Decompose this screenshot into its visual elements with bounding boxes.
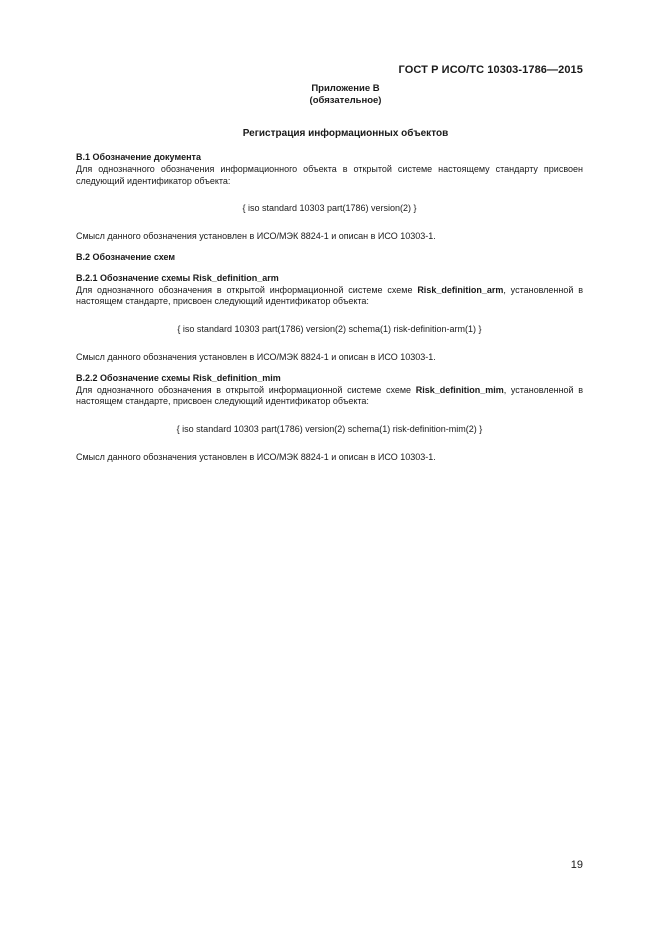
section-b22-heading: В.2.2 Обозначение схемы Risk_definition_mim bbox=[76, 372, 281, 383]
section-b1-meaning: Смысл данного обозначения установлен в ИСО/МЭК 8824-1 и описан в ИСО 10303-1. bbox=[76, 231, 436, 242]
section-b21-text-after: , установленной в настоящем стандарте, присвоен следующий идентификатор объекта: bbox=[76, 284, 583, 307]
appendix-title: Приложение В bbox=[311, 83, 380, 94]
section-b1-identifier: { iso standard 10303 part(1786) version(2) } bbox=[242, 203, 417, 214]
section-b22-text-before: Для однозначного обозначения в открытой информационной системе схеме bbox=[76, 384, 416, 395]
appendix-note: (обязательное) bbox=[309, 95, 382, 106]
section-b22-paragraph bbox=[76, 385, 583, 409]
document-body bbox=[76, 152, 583, 464]
document-code: ГОСТ Р ИСО/ТС 10303-1786—2015 bbox=[398, 64, 583, 76]
section-b1-paragraph: Для однозначного обозначения информационного объекта в открытой системе настоящему стандарту присвоен следующий идентификатор объекта: bbox=[76, 163, 583, 186]
section-b22-identifier: { iso standard 10303 part(1786) version(2) schema(1) risk-definition-mim(2) } bbox=[176, 424, 483, 435]
main-title: Регистрация информационных объектов bbox=[242, 128, 449, 139]
section-b22-text-after: , установленной в настоящем стандарте, присвоен следующий идентификатор объекта: bbox=[76, 384, 583, 407]
appendix-block bbox=[0, 83, 661, 107]
section-b21-text-before: Для однозначного обозначения в открытой информационной системе схеме bbox=[76, 284, 418, 295]
page-number: 19 bbox=[570, 859, 583, 871]
section-b21-meaning: Смысл данного обозначения установлен в ИСО/МЭК 8824-1 и описан в ИСО 10303-1. bbox=[76, 351, 436, 362]
section-b21-identifier: { iso standard 10303 part(1786) version(2) schema(1) risk-definition-arm(1) } bbox=[177, 324, 482, 335]
section-b21-heading: В.2.1 Обозначение схемы Risk_definition_arm bbox=[76, 272, 279, 283]
section-b21-paragraph bbox=[76, 285, 583, 309]
section-b22-schema-name: Risk_definition_mim bbox=[415, 384, 504, 395]
section-b2-heading: В.2 Обозначение схем bbox=[76, 251, 176, 262]
section-b1-heading: В.1 Обозначение документа bbox=[76, 152, 201, 162]
section-b21-schema-name: Risk_definition_arm bbox=[417, 284, 504, 295]
section-b22-meaning: Смысл данного обозначения установлен в ИСО/МЭК 8824-1 и описан в ИСО 10303-1. bbox=[76, 451, 436, 462]
